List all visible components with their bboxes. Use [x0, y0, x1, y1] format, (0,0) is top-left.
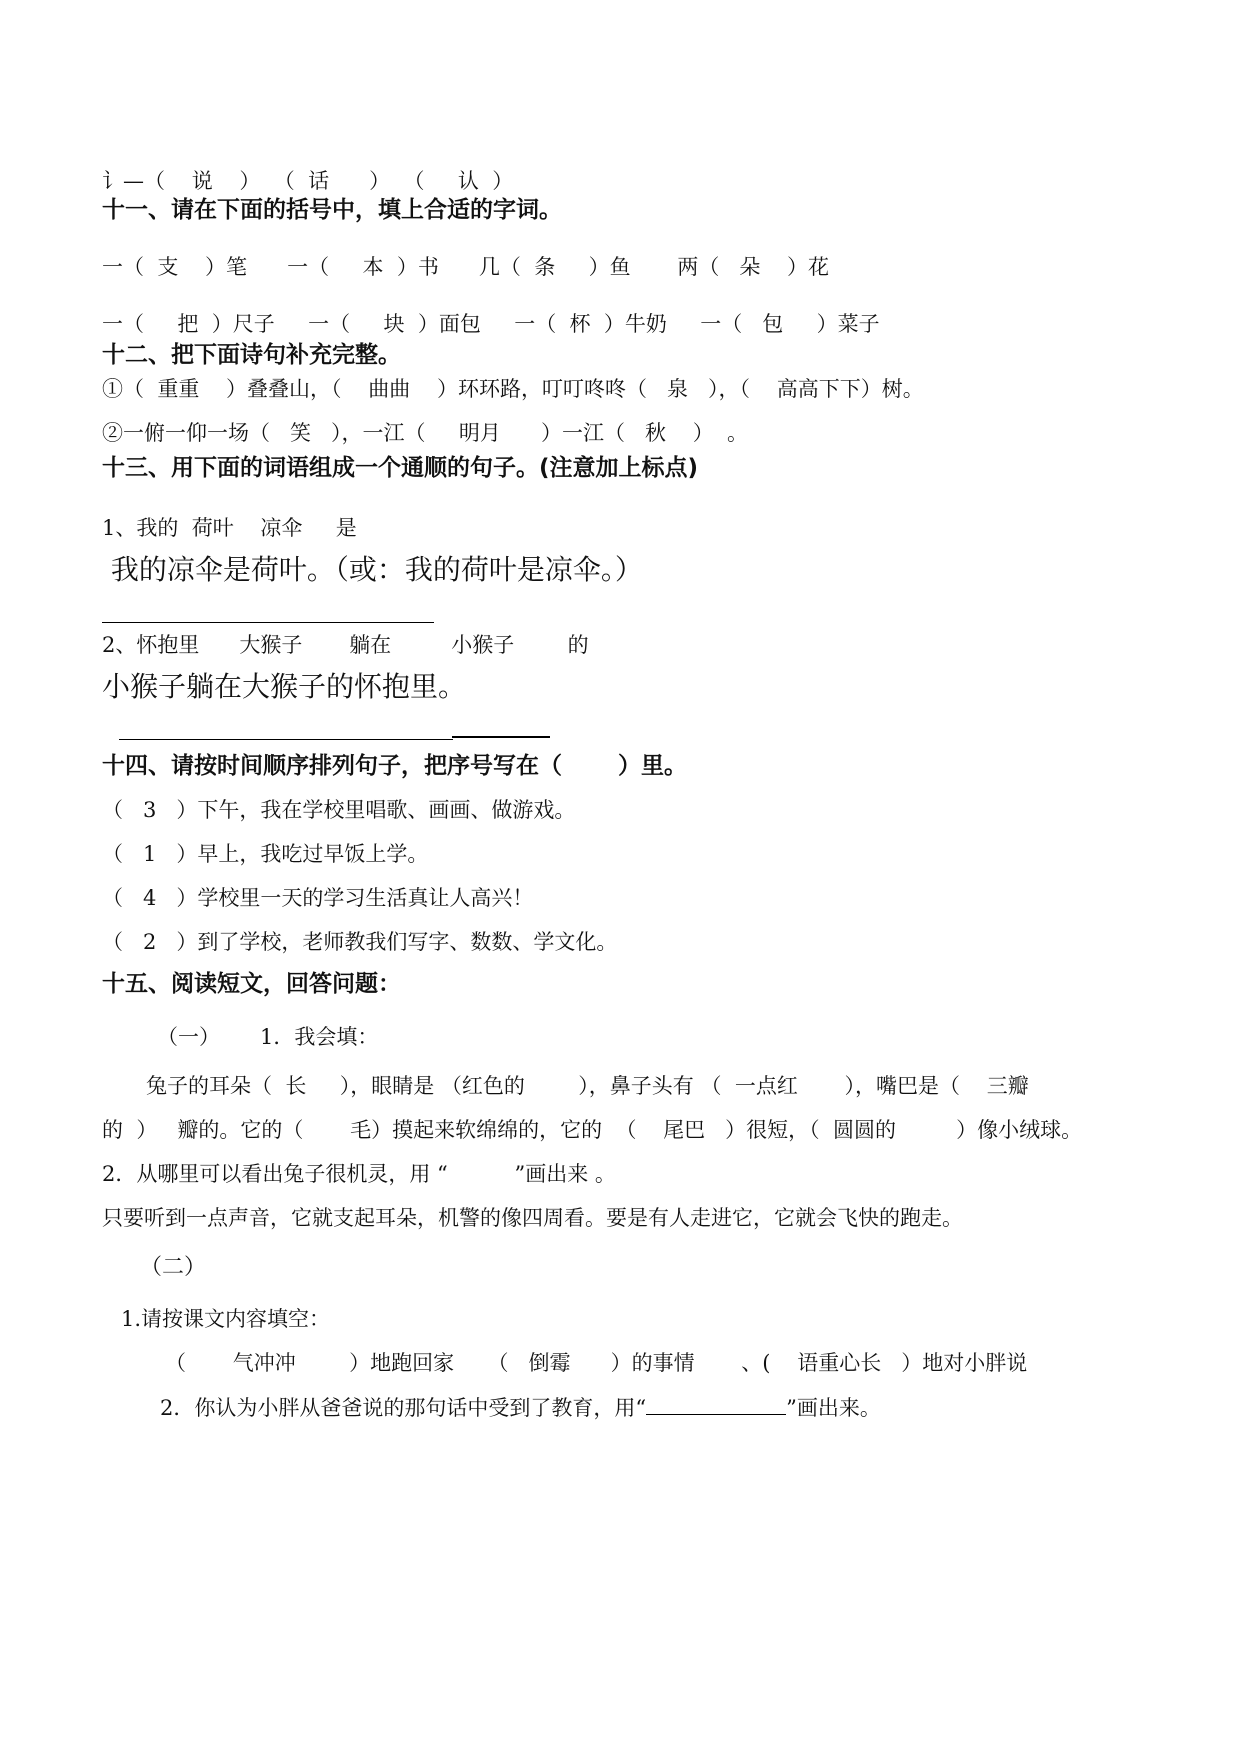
sentence-words-2: 2、怀抱里 大猴子 躺在 小猴子 的	[102, 633, 589, 657]
sentence-words-1: 1、我的 荷叶 凉伞 是	[102, 516, 357, 540]
rabbit-fill-line-2: 的 ） 瓣的。它的（ 毛）摸起来软绵绵的，它的 （ 尾巴 ）很短，（ 圆圆的 ）像小绒球。	[102, 1118, 1083, 1142]
radical-word-line: 讠—（ 说 ） （ 话 ） （ 认 ）	[102, 169, 514, 193]
poem-line-2: ②一俯一仰一场（ 笑 ），一江（ 明月 ）一江（ 秋 ） 。	[102, 421, 749, 445]
order-item-4: （ 2 ）到了学校，老师教我们写字、数数、学文化。	[102, 930, 618, 954]
section-13-heading: 十三、用下面的词语组成一个通顺的句子。(注意加上标点)	[102, 455, 699, 481]
order-item-2: （ 1 ）早上，我吃过早饭上学。	[102, 842, 429, 866]
section-12-heading: 十二、把下面诗句补充完整。	[102, 342, 401, 368]
rabbit-fill-line-1: 兔子的耳朵（ 长 ），眼睛是 （红色的 ），鼻子头有 （ 一点红 ），嘴巴是（ 三瓣	[146, 1074, 1029, 1098]
part-2-fill-line: （ 气冲冲 ）地跑回家 （ 倒霉 ）的事情 、( 语重心长 ）地对小胖说	[165, 1351, 1028, 1375]
reading-part-1-label: （一） 1．我会填：	[157, 1025, 379, 1049]
sentence-answer-2: 小猴子躺在大猴子的怀抱里。	[102, 670, 467, 703]
rabbit-question-2: 2．从哪里可以看出兔子很机灵，用 “ ”画出来 。	[102, 1162, 616, 1186]
poem-line-1: ①（ 重重 ）叠叠山，（ 曲曲 ）环环路，叮叮咚咚（ 泉 ），（ 高高下下）树。	[102, 377, 924, 401]
answer-underline-1	[102, 622, 434, 623]
part-2-question-2	[160, 1394, 881, 1421]
question-2-end: ”画出来。	[786, 1396, 881, 1420]
measure-word-line-1: 一（ 支 ）笔 一（ 本 ）书 几（ 条 ）鱼 两（ 朵 ）花	[102, 255, 830, 279]
section-11-heading: 十一、请在下面的括号中，填上合适的字词。	[102, 197, 562, 223]
answer-underline-2	[119, 739, 453, 740]
measure-word-line-2: 一（ 把 ）尺子 一（ 块 ）面包 一（ 杯 ）牛奶 一（ 包 ）菜子	[102, 312, 880, 336]
section-15-heading: 十五、阅读短文，回答问题：	[102, 971, 401, 997]
part-2-question-1: 1.请按课文内容填空：	[121, 1307, 331, 1331]
section-14-heading: 十四、请按时间顺序排列句子，把序号写在（ ）里。	[102, 753, 688, 779]
reading-part-2-label: （二）	[140, 1255, 207, 1280]
rabbit-answer-2: 只要听到一点声音，它就支起耳朵，机警的像四周看。要是有人走进它，它就会飞快的跑走。	[102, 1206, 963, 1230]
question-2-text: 2．你认为小胖从爸爸说的那句话中受到了教育，用“	[160, 1396, 647, 1420]
order-item-1: （ 3 ）下午，我在学校里唱歌、画画、做游戏。	[102, 798, 576, 822]
answer-blank	[646, 1394, 786, 1415]
order-item-3: （ 4 ）学校里一天的学习生活真让人高兴！	[102, 886, 534, 910]
sentence-answer-1: 我的凉伞是荷叶。（或：我的荷叶是凉伞。）	[102, 553, 643, 586]
answer-underline-2-extension	[452, 736, 550, 738]
